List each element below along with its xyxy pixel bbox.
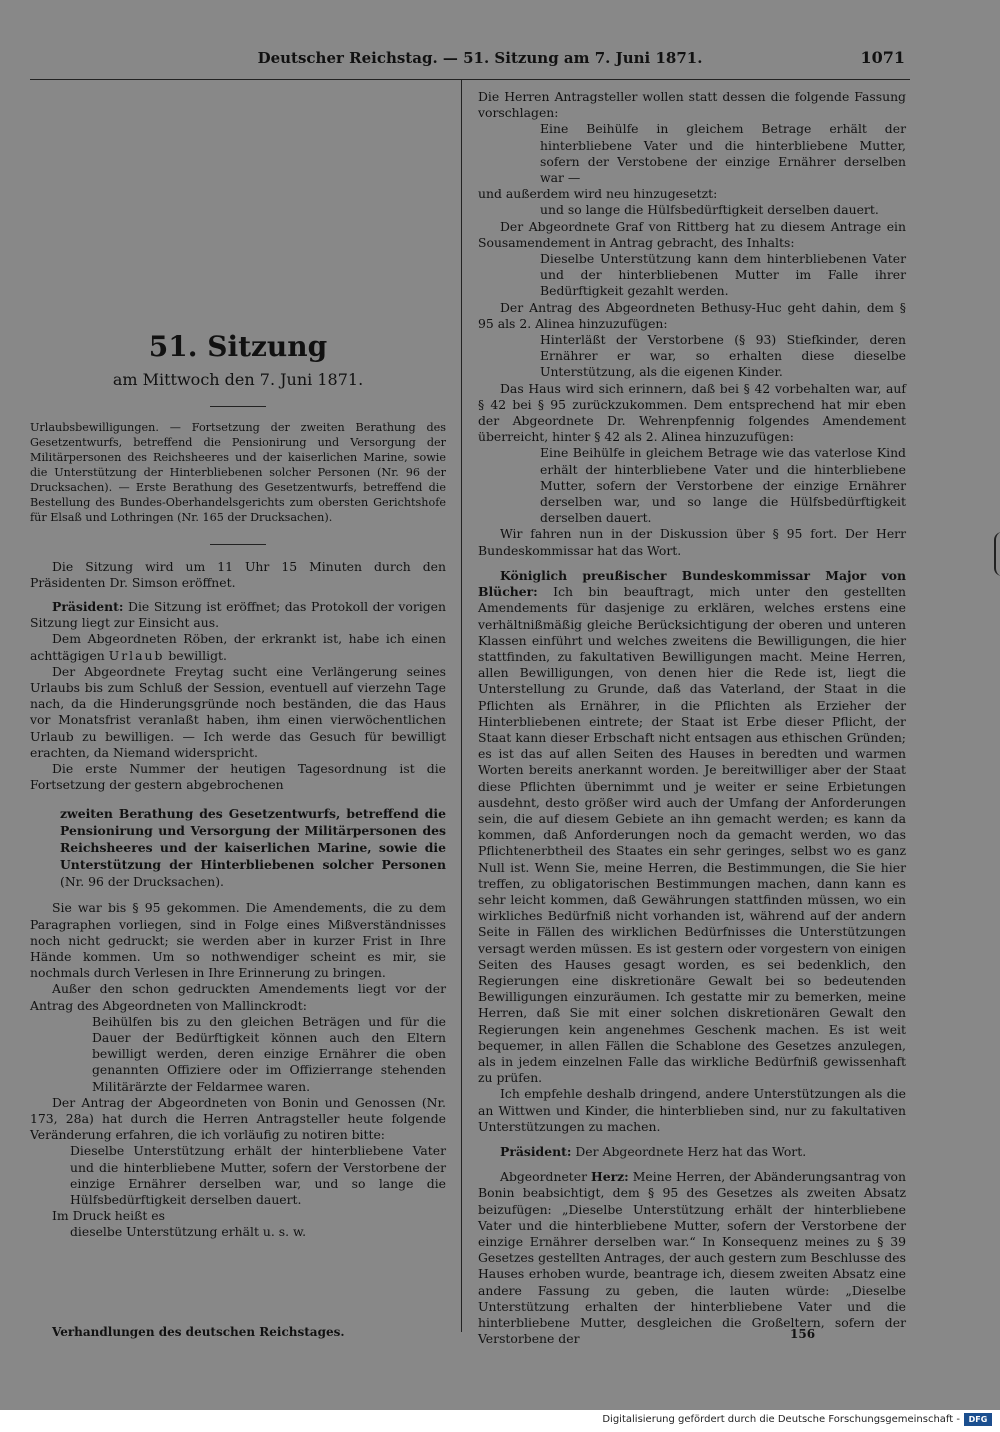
agenda-item (60, 805, 446, 890)
paragraph: Sie war bis § 95 gekommen. Die Amendements, die zu dem Paragraphen vorliegen, sind in Folge eines Mißverständnisses noch nicht gedruckt; sie werden aber in kurzer Frist in Ihre Hände kommen. Um so nothwendiger scheint es mir, sie nochmals durch Verlesen in Ihre Erinnerung zu bringen. (30, 900, 446, 981)
right-column (478, 89, 906, 1347)
paragraph: Die Herren Antragsteller wollen statt dessen die folgende Fassung vorschlagen: (478, 89, 906, 121)
quoted-amendment: Beihülfen bis zu den gleichen Beträgen und für die Dauer der Bedürftigkeit können auch den Eltern bewilligt werden, deren einzige Ernährer die oben genannten Offiziere oder im Offizierrange stehenden Militärärzte der Feldarmee waren. (92, 1013, 446, 1094)
sheet-number: 156 (790, 1327, 816, 1341)
column-divider (461, 80, 462, 1332)
publication-footer: Verhandlungen des deutschen Reichstages. (52, 1325, 345, 1339)
leave-word: Urlaub (108, 647, 165, 663)
paragraph: und außerdem wird neu hinzugesetzt: (478, 186, 718, 202)
agenda-item-title: zweiten Berathung des Gesetzentwurfs, betreffend die Pensionirung und Versorgung der Militärpersonen des Reichsheeres und der kaiserlichen Marine, sowie die Unterstützung der Hinterbliebenen solcher Personen (60, 806, 446, 873)
leave-text: Dem Abgeordneten Röben, der erkrankt ist, habe ich einen achttägigen (30, 631, 446, 663)
president-paragraph (478, 1144, 906, 1160)
short-rule (210, 544, 266, 545)
agenda-item-ref: (Nr. 96 der Drucksachen). (60, 874, 224, 890)
leave-text-end: bewilligt. (168, 647, 227, 663)
paragraph: Das Haus wird sich erinnern, daß bei § 42 vorbehalten war, auf § 42 bei § 95 zurückzukommen. Dem entsprechend hat mir eben der Abgeordnete Dr. Wehrenpfennig folgendes Amendement überreicht, hinter § 42 als 2. Alinea hinzuzufügen: (478, 380, 906, 445)
speaker-label: Präsident: (500, 1144, 572, 1159)
opening-paragraph: Die Sitzung wird um 11 Uhr 15 Minuten durch den Präsidenten Dr. Simson eröffnet. (30, 558, 446, 590)
page-edge-mark (994, 532, 1000, 576)
paragraph: Der Abgeordnete Graf von Rittberg hat zu diesem Antrage ein Sousamendement in Antrag gebracht, des Inhalts: (478, 218, 906, 250)
paragraph: Außer den schon gedruckten Amendements liegt vor der Antrag des Abgeordneten von Mallinckrodt: (30, 981, 446, 1013)
speech-text: Die Sitzung ist eröffnet; das Protokoll der vorigen Sitzung liegt zur Einsicht aus. (30, 598, 446, 631)
speaker-label: Königlich preußischer Bundeskommissar Major von Blücher: (478, 567, 906, 600)
dfg-logo: DFG (964, 1413, 992, 1426)
paragraph: Der Antrag der Abgeordneten von Bonin und Genossen (Nr. 173, 28a) hat durch die Herren Antragsteller heute folgende Veränderung erfahren, die ich vorläufig zu notiren bitte: (30, 1094, 446, 1143)
speech-text: Ich bin beauftragt, mich unter den gestellten Amendements für dasjenige zu erklären, welches erstens eine verhältnißmäßig gleiche Berücksichtigung der oberen und unteren Klassen einführt und welches zweitens die Bewilligungen, die hier stattfinden, zu fakultativen Bewilligungen macht. Meine Herren, allen Bewilligungen, von denen hier die Rede ist, liegt die Unterstellung zu Grunde, daß das Vaterland, der Staat in die Pflichten als Ernährer, in die Pflichten als Erzieher der Hinterbliebenen eintrete; der Staat ist Erbe dieser Pflicht, der Staat kann dieser Erbschaft nicht entsagen aus ethischen Gründen; es ist das auf allen Seiten des Hauses in beredten und warmen Worten bereits anerkannt worden. Je bereitwilliger aber der Staat diese Pflichten übernimmt und je weiter er seine Erbietungen ausdehnt, desto größer wird auch der Umfang der Anforderungen sein, die auf diesem Gebiete an ihn gemacht werden; es kann da kommen, daß Anforderungen noch da gemacht werden, wo das Pflichtenerbtheil des Staates ein sehr geringes, selbst wo es ganz Null ist. Wenn Sie, meine Herren, die Bestimmungen, die Sie hier treffen, zu obligatorischen Bestimmungen machen, dann kann es sehr leicht kommen, daß Gewährungen stattfinden müssen, wo ein wirkliches Bedürfniß nicht vorhanden ist, während auf der andern Seite in Fällen des wirklichen Bedürfnisses die Unterstützungen versagt werden müssen. Es ist gestern oder vorgestern von einigen Seiten des Hauses gesagt worden, es sei bedenklich, den Regierungen eine diskretionäre Gewalt bei so bedeutenden Bewilligungen einzuräumen. Ich gestatte mir zu bemerken, meine Herren, daß Sie mit einer solchen diskretionären Gewalt den Regierungen kein angenehmes Geschenk machen. Es ist weit bequemer, in allen Fällen die Schablone des Gesetzes anzulegen, als in jedem einzelnen Falle das wirkliche Bedürfniß gewissenhaft zu prüfen. (478, 584, 906, 1086)
left-column (30, 80, 446, 1241)
quoted-amendment: Dieselbe Unterstützung erhält der hinterbliebene Vater und die hinterbliebene Mutter, sofern der Verstorbene der einzige Ernährer derselben war, und so lange die Hülfsbedürftigkeit derselben dauert. (70, 1143, 446, 1208)
session-date: am Mittwoch den 7. Juni 1871. (112, 370, 364, 389)
paragraph: Der Antrag des Abgeordneten Bethusy-Huc geht dahin, dem § 95 als 2. Alinea hinzuzufügen: (478, 299, 906, 331)
paragraph: Ich empfehle deshalb dringend, andere Unterstützungen als die an Wittwen und Kinder, die hinterblieben sind, nur zu fakultativen Unterstützungen zu machen. (478, 1086, 906, 1134)
paragraph: Im Druck heißt es (52, 1208, 165, 1224)
quoted-amendment: Eine Beihülfe in gleichem Betrage wie das vaterlose Kind erhält der hinterbliebene Vater und die hinterbliebene Mutter, sofern der Verstorbene der einzige Ernährer derselben war, und so lange die Hülfsbedürftigkeit derselben dauert. (540, 445, 906, 526)
running-head: Deutscher Reichstag. — 51. Sitzung am 7. Juni 1871. (257, 49, 703, 67)
quoted-amendment: Dieselbe Unterstützung kann dem hinterbliebenen Vater und der hinterbliebenen Mutter im Falle ihrer Bedürftigkeit gezahlt werden. (540, 251, 906, 299)
quoted-amendment: dieselbe Unterstützung erhält u. s. w. (70, 1224, 307, 1240)
speaker-label: Präsident: (52, 598, 124, 614)
digitization-credit: Digitalisierung gefördert durch die Deutsche Forschungsgemeinschaft - (602, 1414, 960, 1425)
leave-paragraph (30, 631, 446, 663)
agenda-paragraph: Die erste Nummer der heutigen Tagesordnung ist die Fortsetzung der gestern abgebrochenen (30, 760, 446, 793)
quoted-amendment: und so lange die Hülfsbedürftigkeit derselben dauert. (540, 202, 879, 218)
short-rule (210, 406, 266, 407)
herz-paragraph (478, 1169, 906, 1347)
president-paragraph (30, 599, 446, 631)
quoted-amendment: Eine Beihülfe in gleichem Betrage erhält der hinterbliebene Vater und die hinterbliebene Mutter, sofern der Verstobene der einzige Ernährer derselben war — (540, 121, 906, 186)
page-number: 1071 (860, 48, 905, 67)
speaker-prefix: Abgeordneter (500, 1169, 588, 1185)
session-summary: Urlaubsbewilligungen. — Fortsetzung der zweiten Berathung des Gesetzentwurfs, betreffend die Pensionirung und Versorgung der Militärpersonen des Reichsheeres und der kaiserlichen Marine, sowie die Unterstützung der Hinterbliebenen solcher Personen (Nr. 96 der Drucksachen). — Erste Berathung des Gesetzentwurfs, betreffend die Bestellung des Bundes-Oberhandelsgerichts zum obersten Gerichtshofe für Elsaß und Lothringen (Nr. 165 der Drucksachen). (30, 421, 446, 524)
speech-text: Meine Herren, der Abänderungsantrag von Bonin beabsichtigt, dem § 95 des Gesetzes als zweiten Absatz beizufügen: „Dieselbe Unterstützung erhält der hinterbliebene Vater und die hinterbliebene Mutter, sofern der Verstorbene der einzige Ernährer derselben war.“ In Konsequenz meines zu § 39 Gesetzes gestellten Antrages, der auch gestern zum Beschlusse des Hauses erhoben wurde, beantrage ich, diesem zweiten Absatz eine andere Fassung zu geben, die lauten würde: „Dieselbe Unterstützung erhalten der hinterbliebene Vater und die hinterbliebene Mutter, desgleichen die Großeltern, sofern der Verstorbene der (478, 1169, 906, 1347)
leave-extension-paragraph: Der Abgeordnete Freytag sucht eine Verlängerung seines Urlaubs bis zum Schluß der Session, eventuell auf vierzehn Tage nach, da die Hinderungsgründe noch beständen, die das Haus vor Monatsfrist veranlaßt haben, ihm einen vierwöchentlichen Urlaub zu bewilligen. — Ich werde das Gesuch für bewilligt erachten, da Niemand widerspricht. (30, 663, 446, 760)
speech-text: Der Abgeordnete Herz hat das Wort. (575, 1144, 807, 1159)
quoted-amendment: Hinterläßt der Verstorbene (§ 93) Stiefkinder, deren Ernährer er war, so erhalten diese dieselbe Unterstützung, als die eigenen Kinder. (540, 332, 906, 380)
session-title: 51. Sitzung (148, 330, 328, 363)
paragraph: Wir fahren nun in der Diskussion über § 95 fort. Der Herr Bundeskommissar hat das Wort. (478, 526, 906, 558)
commissar-paragraph (478, 568, 906, 1087)
speaker-label: Herz: (590, 1169, 629, 1185)
